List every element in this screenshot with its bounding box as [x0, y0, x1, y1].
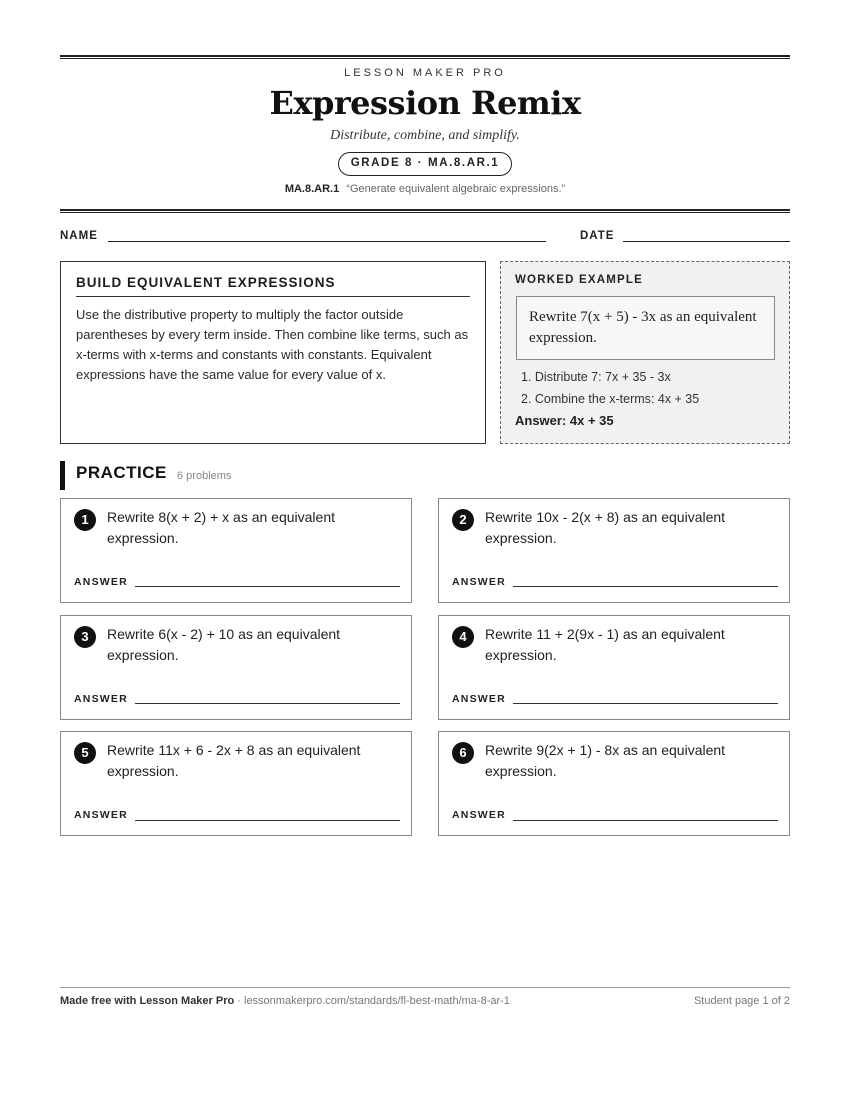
problem-text: Rewrite 6(x - 2) + 10 as an equivalent expression.	[107, 626, 341, 663]
problem-text: Rewrite 8(x + 2) + x as an equivalent expression.	[107, 509, 336, 546]
problem-card	[438, 615, 790, 720]
header-bottom-rule	[60, 209, 790, 213]
answer-field[interactable]	[135, 586, 400, 587]
problem-text: Rewrite 9(2x + 1) - 8x as an equivalent expression.	[485, 742, 726, 779]
standard-code: MA.8.AR.1	[284, 183, 340, 195]
footer-made-with: Made free with Lesson Maker Pro	[60, 995, 235, 1007]
problem-number-badge: 3	[74, 626, 96, 648]
problem-card	[60, 731, 412, 836]
answer-field[interactable]	[513, 820, 778, 821]
practice-count: 6 problems	[177, 470, 232, 482]
worked-example-steps	[521, 366, 699, 410]
worked-example-answer: Answer: 4x + 35	[515, 413, 614, 428]
answer-label: ANSWER	[74, 809, 128, 821]
answer-label: ANSWER	[452, 693, 506, 705]
practice-heading: PRACTICE	[76, 463, 167, 482]
problem-number-badge: 4	[452, 626, 474, 648]
name-field[interactable]	[108, 241, 546, 242]
problem-text: Rewrite 11x + 6 - 2x + 8 as an equivalent expression.	[107, 742, 361, 779]
answer-label: ANSWER	[74, 576, 128, 588]
top-rule	[60, 55, 790, 59]
problem-number-badge: 1	[74, 509, 96, 531]
answer-field[interactable]	[513, 703, 778, 704]
worked-example-step: 2. Combine the x-terms: 4x + 35	[521, 392, 700, 406]
answer-field[interactable]	[513, 586, 778, 587]
answer-field[interactable]	[135, 703, 400, 704]
footer-page-number: Student page 1 of 2	[693, 995, 790, 1007]
problem-number-badge: 2	[452, 509, 474, 531]
problem-card	[438, 498, 790, 603]
date-field[interactable]	[623, 241, 790, 242]
name-label: NAME	[60, 230, 98, 242]
practice-accent-bar	[60, 461, 65, 490]
problem-number-badge: 6	[452, 742, 474, 764]
worked-example-step: 1. Distribute 7: 7x + 35 - 3x	[521, 370, 671, 384]
brand-name: LESSON MAKER PRO	[344, 67, 506, 79]
standard-line	[60, 183, 790, 195]
footer-rule	[60, 987, 790, 988]
problem-text: Rewrite 10x - 2(x + 8) as an equivalent expression.	[485, 509, 726, 546]
concept-box	[60, 261, 486, 444]
worked-example-problem: Rewrite 7(x + 5) - 3x as an equivalent expression.	[516, 296, 775, 360]
page-subtitle: Distribute, combine, and simplify.	[330, 128, 520, 143]
concept-heading: BUILD EQUIVALENT EXPRESSIONS	[76, 275, 470, 297]
standard-description: “Generate equivalent algebraic expressions.”	[346, 183, 566, 195]
problem-card	[438, 731, 790, 836]
worked-example-heading: WORKED EXAMPLE	[515, 274, 643, 286]
concept-body: Use the distributive property to multiply the factor outside parentheses by every term inside. Then combine like terms, such as x-terms with x-terms and constants with constants. Equivalent expressions have the same value for every value of x.	[76, 307, 469, 382]
grade-badge: GRADE 8 · MA.8.AR.1	[338, 152, 512, 176]
answer-label: ANSWER	[452, 809, 506, 821]
problem-text: Rewrite 11 + 2(9x - 1) as an equivalent expression.	[485, 626, 725, 663]
date-label: DATE	[580, 230, 615, 242]
answer-label: ANSWER	[74, 693, 128, 705]
problem-number-badge: 5	[74, 742, 96, 764]
footer-credit	[60, 995, 510, 1007]
footer-url[interactable]: · lessonmakerpro.com/standards/fl-best-math/ma-8-ar-1	[234, 995, 510, 1007]
problem-card	[60, 615, 412, 720]
problem-card	[60, 498, 412, 603]
page-title: Expression Remix	[269, 84, 581, 122]
answer-field[interactable]	[135, 820, 400, 821]
worked-example-box	[500, 261, 790, 444]
worksheet-page	[60, 0, 790, 1100]
answer-label: ANSWER	[452, 576, 506, 588]
